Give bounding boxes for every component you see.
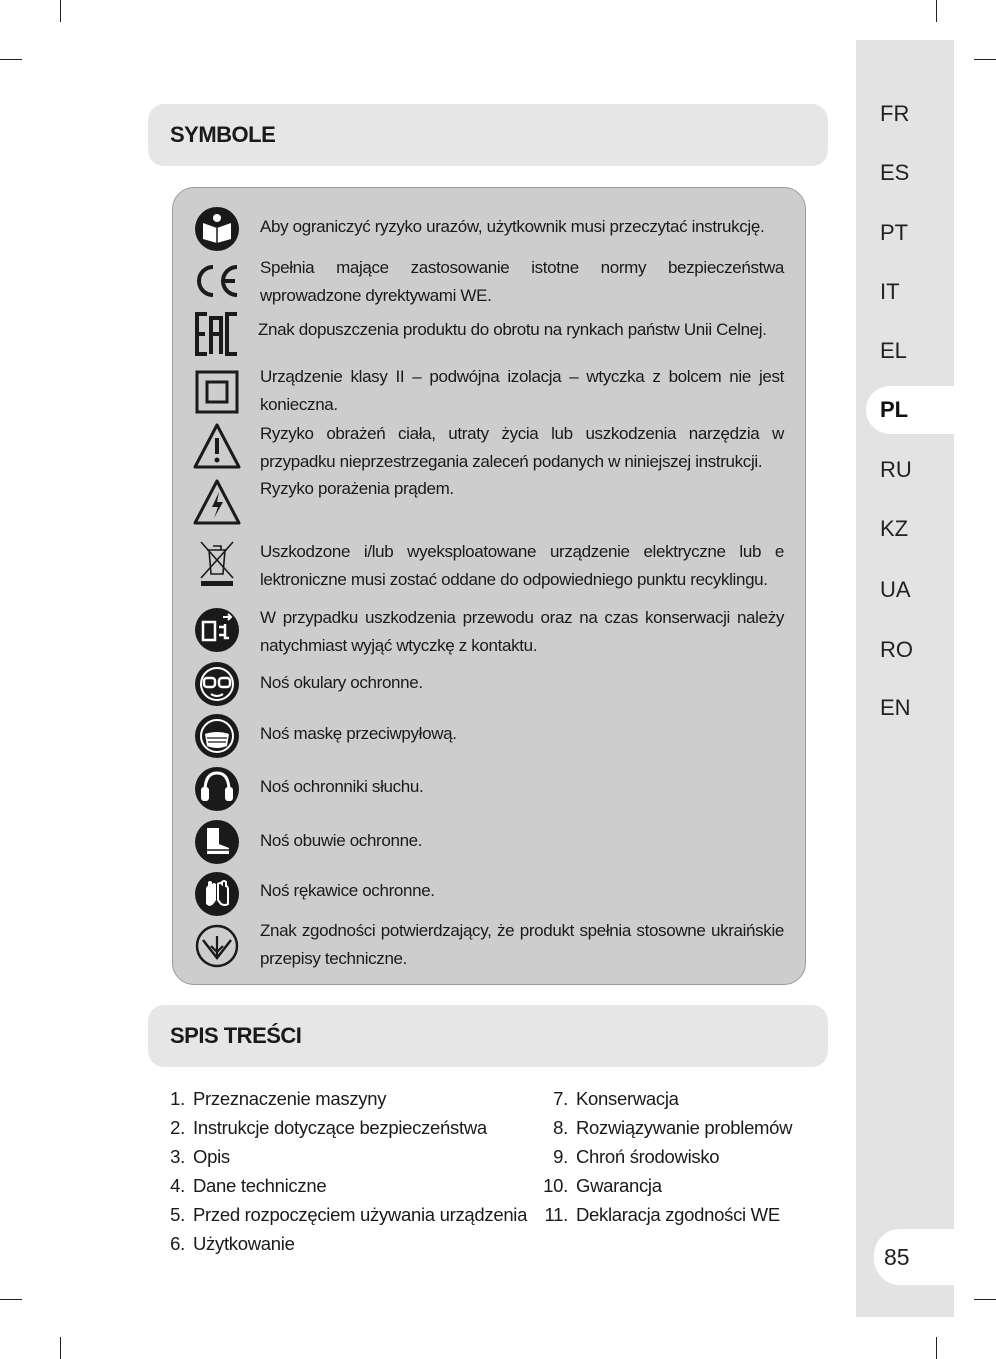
toc-left-column xyxy=(163,1084,527,1258)
language-tab-ru[interactable]: RU xyxy=(880,457,912,482)
symbols-section-header xyxy=(148,104,828,166)
toc-item[interactable] xyxy=(163,1229,527,1258)
crop-mark xyxy=(0,1299,22,1300)
toc-number: 1. xyxy=(170,1088,185,1109)
toc-item[interactable] xyxy=(163,1084,527,1113)
toc-label: Przeznaczenie maszyny xyxy=(193,1088,387,1109)
page-number: 85 xyxy=(874,1229,954,1285)
toc-item[interactable] xyxy=(163,1113,527,1142)
ukrainian-conformity-mark-icon xyxy=(193,922,241,970)
symbol-description: Noś maskę przeciwpyłową. xyxy=(260,724,457,743)
weee-crossed-bin-icon xyxy=(193,538,241,586)
language-tab-es[interactable]: ES xyxy=(880,160,910,185)
symbol-description: Spełnia mające zastosowanie istotne normy bezpieczeństwa wprowadzone dyrektywami WE. xyxy=(260,258,784,305)
crop-mark xyxy=(936,1337,937,1359)
symbol-description: Znak dopuszczenia produktu do obrotu na rynkach państw Unii Celnej. xyxy=(258,320,767,339)
symbol-description: Ryzyko porażenia prądem. xyxy=(260,479,454,498)
language-tab-pl-active[interactable]: PL xyxy=(866,386,954,434)
crop-mark xyxy=(60,1337,61,1359)
toc-number: 6. xyxy=(170,1233,185,1254)
toc-label: Chroń środowisko xyxy=(576,1146,720,1167)
symbol-description: Noś rękawice ochronne. xyxy=(260,881,435,900)
toc-label: Opis xyxy=(193,1146,230,1167)
language-tab-pt[interactable]: PT xyxy=(880,220,909,245)
symbol-description: Aby ograniczyć ryzyko urazów, użytkownik musi przeczytać instrukcję. xyxy=(260,217,765,236)
eac-mark-icon xyxy=(193,310,241,358)
toc-number: 3. xyxy=(170,1146,185,1167)
language-tab-kz[interactable]: KZ xyxy=(880,516,909,541)
toc-number: 11. xyxy=(544,1204,568,1225)
toc-number: 8. xyxy=(553,1117,568,1138)
language-tab-ua[interactable]: UA xyxy=(880,577,911,602)
language-tab-en[interactable]: EN xyxy=(880,695,911,720)
language-tab-it[interactable]: IT xyxy=(880,279,900,304)
toc-number: 9. xyxy=(553,1146,568,1167)
class-ii-double-insulation-icon xyxy=(193,368,241,416)
symbols-heading: SYMBOLE xyxy=(170,122,276,147)
toc-number: 4. xyxy=(170,1175,185,1196)
language-tab-ro[interactable]: RO xyxy=(880,637,913,662)
symbol-description: Uszkodzone i/lub wyeksploatowane urządzenie elektryczne lub e lektroniczne musi zostać oddane do odpowiedniego punktu recyklingu. xyxy=(260,542,784,589)
toc-item[interactable] xyxy=(538,1084,792,1113)
toc-label: Rozwiązywanie problemów xyxy=(576,1117,793,1138)
read-manual-icon xyxy=(193,205,241,253)
crop-mark xyxy=(974,1299,996,1300)
symbol-description: Urządzenie klasy II – podwójna izolacja – wtyczka z bolcem nie jest konieczna. xyxy=(260,367,784,414)
toc-label: Gwarancja xyxy=(576,1175,662,1196)
toc-item[interactable] xyxy=(163,1200,527,1229)
symbol-description: Ryzyko obrażeń ciała, utraty życia lub uszkodzenia narzędzia w przypadku nieprzestrzegania zaleceń podanych w niniejszej instrukcji. xyxy=(260,424,784,471)
symbol-description: Znak zgodności potwierdzający, że produkt spełnia stosowne ukraińskie przepisy techniczne. xyxy=(260,921,784,968)
symbol-description: W przypadku uszkodzenia przewodu oraz na czas konserwacji należy natychmiast wyjąć wtyczkę z kontaktu. xyxy=(260,608,784,655)
toc-number: 5. xyxy=(170,1204,185,1225)
ce-mark-icon xyxy=(193,257,241,305)
toc-label: Użytkowanie xyxy=(193,1233,295,1254)
dust-mask-icon xyxy=(193,712,241,760)
toc-heading: SPIS TREŚCI xyxy=(170,1023,302,1048)
toc-item[interactable] xyxy=(538,1113,792,1142)
toc-section-header xyxy=(148,1005,828,1067)
symbol-description: Noś okulary ochronne. xyxy=(260,673,423,692)
toc-item[interactable] xyxy=(163,1142,527,1171)
crop-mark xyxy=(0,59,22,60)
toc-number: 10. xyxy=(543,1175,568,1196)
symbol-description: Noś ochronniki słuchu. xyxy=(260,777,424,796)
crop-mark xyxy=(974,59,996,60)
crop-mark xyxy=(60,0,61,22)
toc-label: Dane techniczne xyxy=(193,1175,327,1196)
unplug-icon xyxy=(193,606,241,654)
ear-protection-icon xyxy=(193,765,241,813)
language-tab-el[interactable]: EL xyxy=(880,338,907,363)
safety-boots-icon xyxy=(193,818,241,866)
toc-right-column xyxy=(538,1084,792,1229)
language-tab-fr[interactable]: FR xyxy=(880,101,910,126)
language-sidebar xyxy=(856,40,954,1317)
toc-label: Konserwacja xyxy=(576,1088,679,1109)
warning-triangle-icon xyxy=(193,422,241,470)
toc-number: 2. xyxy=(170,1117,185,1138)
toc-item[interactable] xyxy=(163,1171,527,1200)
toc-item[interactable] xyxy=(538,1171,792,1200)
symbol-description: Noś obuwie ochronne. xyxy=(260,831,423,850)
crop-mark xyxy=(936,0,937,22)
toc-label: Instrukcje dotyczące bezpieczeństwa xyxy=(193,1117,487,1138)
symbols-box xyxy=(172,187,806,985)
toc-item[interactable] xyxy=(538,1142,792,1171)
toc-label: Deklaracja zgodności WE xyxy=(576,1204,780,1225)
safety-goggles-icon xyxy=(193,660,241,708)
safety-gloves-icon xyxy=(193,870,241,918)
toc-label: Przed rozpoczęciem używania urządzenia xyxy=(193,1204,528,1225)
toc-item[interactable] xyxy=(538,1200,792,1229)
toc-number: 7. xyxy=(553,1088,568,1109)
electric-shock-warning-icon xyxy=(193,478,241,526)
